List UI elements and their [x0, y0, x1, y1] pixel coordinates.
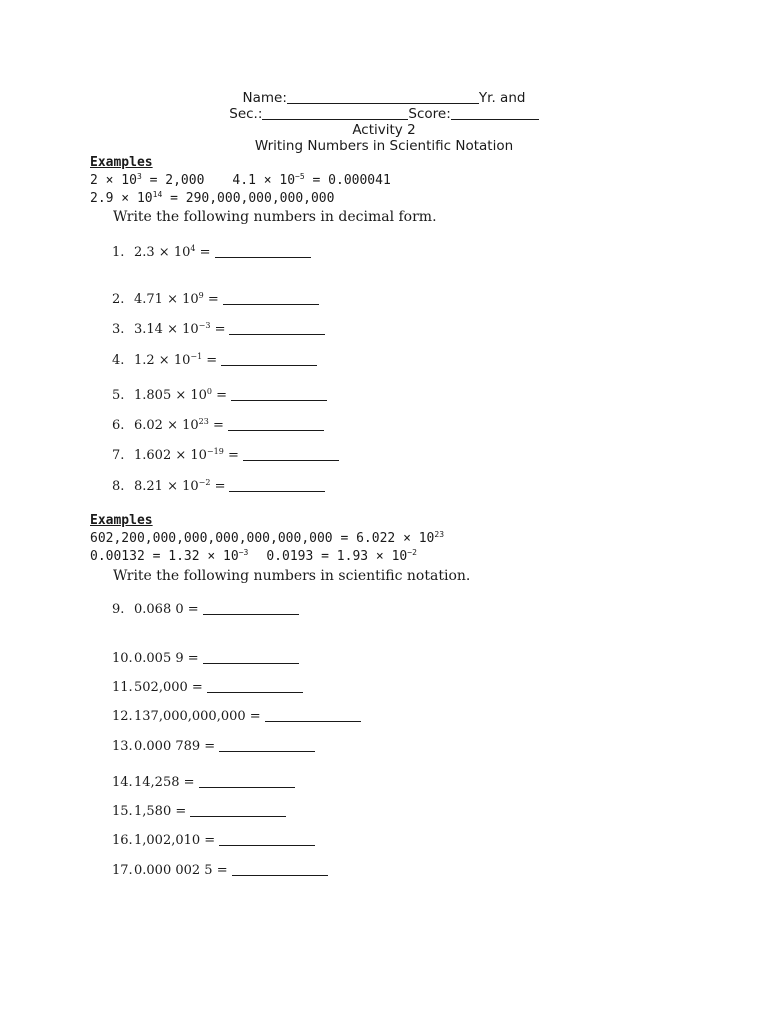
answer-blank[interactable]	[199, 775, 295, 788]
item-exponent: 0	[206, 387, 213, 396]
item-exponent: −1	[190, 352, 203, 361]
item-text: 502,000 =	[134, 680, 203, 695]
item-number: 12.	[112, 709, 133, 724]
instruction-1: Write the following numbers in decimal form.	[113, 209, 437, 225]
scientific-item-12	[112, 709, 361, 725]
answer-blank[interactable]	[203, 651, 299, 664]
answer-blank[interactable]	[229, 322, 325, 335]
scientific-item-11	[112, 680, 303, 696]
answer-blank[interactable]	[207, 680, 303, 693]
item-number: 6.	[112, 418, 125, 433]
item-equals: =	[202, 353, 218, 368]
scientific-item-16	[112, 833, 315, 849]
answer-blank[interactable]	[221, 353, 317, 366]
item-exponent: 4	[190, 244, 196, 253]
example-line-4: $0.00132 = 1.32 \times 10^{-3}$ $0.0193 = 1.93 \times 10^{-2}$	[90, 548, 417, 564]
decimal-item-4	[112, 353, 317, 369]
item-exponent: 9	[198, 291, 204, 300]
answer-blank[interactable]	[265, 709, 361, 722]
example-line-1: $2 \times 10^3 = 2,000$ $4.1 \times 10^{-5} = 0.000041$	[90, 172, 391, 188]
examples-heading-2: Examples	[90, 513, 153, 528]
item-mantissa: 1.602 × 10	[134, 448, 207, 463]
answer-blank[interactable]	[231, 388, 327, 401]
item-mantissa: 3.14 × 10	[134, 322, 199, 337]
item-equals: =	[210, 479, 226, 494]
item-equals: =	[210, 322, 226, 337]
score-blank	[451, 107, 539, 120]
item-number: 13.	[112, 739, 133, 754]
item-equals: =	[208, 418, 224, 433]
item-number: 1.	[112, 245, 125, 260]
answer-blank[interactable]	[243, 448, 339, 461]
score-label: Score:	[408, 106, 451, 122]
scientific-item-13	[112, 739, 315, 755]
item-text: 0.005 9 =	[134, 651, 199, 666]
answer-blank[interactable]	[219, 739, 315, 752]
answer-blank[interactable]	[203, 602, 299, 615]
scientific-item-17	[112, 863, 328, 879]
answer-blank[interactable]	[223, 292, 319, 305]
sec-blank	[262, 107, 408, 120]
item-text: 0.068 0 =	[134, 602, 199, 617]
item-number: 16.	[112, 833, 133, 848]
item-equals: =	[223, 448, 239, 463]
item-number: 17.	[112, 863, 133, 878]
item-mantissa: 1.2 × 10	[134, 353, 191, 368]
decimal-item-3	[112, 322, 325, 338]
decimal-item-5	[112, 388, 327, 404]
decimal-item-2	[112, 292, 319, 308]
item-number: 5.	[112, 388, 125, 403]
item-number: 10.	[112, 651, 133, 666]
decimal-item-8	[112, 479, 325, 495]
scientific-item-14	[112, 775, 295, 791]
item-exponent: −3	[198, 321, 211, 330]
sec-score-line	[0, 106, 768, 122]
item-number: 15.	[112, 804, 133, 819]
instruction-2: Write the following numbers in scientific notation.	[113, 568, 471, 584]
item-equals: =	[212, 388, 228, 403]
answer-blank[interactable]	[190, 804, 286, 817]
item-number: 3.	[112, 322, 125, 337]
name-line	[0, 90, 768, 106]
item-number: 7.	[112, 448, 125, 463]
item-mantissa: 6.02 × 10	[134, 418, 199, 433]
sec-label: Sec.:	[229, 106, 263, 122]
answer-blank[interactable]	[228, 418, 324, 431]
decimal-item-1	[112, 245, 311, 261]
examples-heading-1: Examples	[90, 155, 153, 170]
activity-label: Activity 2	[352, 122, 416, 138]
yr-label: Yr. and	[478, 90, 526, 106]
item-exponent: 23	[198, 417, 209, 426]
answer-blank[interactable]	[215, 245, 311, 258]
item-exponent: −2	[198, 478, 211, 487]
item-number: 2.	[112, 292, 125, 307]
name-blank	[287, 91, 479, 104]
scientific-item-15	[112, 804, 286, 820]
item-number: 8.	[112, 479, 125, 494]
answer-blank[interactable]	[219, 833, 315, 846]
example-line-3: $602,200,000,000,000,000,000,000 = 6.022 \times 10^{23}$	[90, 530, 445, 546]
example-line-2: $2.9 \times 10^{14} = 290,000,000,000,000$	[90, 190, 335, 206]
item-mantissa: 1.805 × 10	[134, 388, 207, 403]
item-equals: =	[195, 245, 211, 260]
item-text: 0.000 789 =	[134, 739, 216, 754]
item-exponent: −19	[206, 447, 224, 456]
page-title: Writing Numbers in Scientific Notation	[254, 138, 514, 154]
item-text: 137,000,000,000 =	[134, 709, 261, 724]
item-text: 0.000 002 5 =	[134, 863, 228, 878]
item-number: 11.	[112, 680, 133, 695]
item-mantissa: 8.21 × 10	[134, 479, 199, 494]
item-number: 4.	[112, 353, 125, 368]
item-number: 14.	[112, 775, 133, 790]
scientific-item-10	[112, 651, 299, 667]
item-mantissa: 2.3 × 10	[134, 245, 191, 260]
item-text: 1,002,010 =	[134, 833, 216, 848]
item-mantissa: 4.71 × 10	[134, 292, 199, 307]
decimal-item-7	[112, 448, 339, 464]
answer-blank[interactable]	[229, 479, 325, 492]
item-equals: =	[203, 292, 219, 307]
scientific-item-9	[112, 602, 299, 618]
decimal-item-6	[112, 418, 324, 434]
item-number: 9.	[112, 602, 125, 617]
item-text: 14,258 =	[134, 775, 195, 790]
name-label: Name:	[242, 90, 287, 106]
answer-blank[interactable]	[232, 863, 328, 876]
item-text: 1,580 =	[134, 804, 187, 819]
